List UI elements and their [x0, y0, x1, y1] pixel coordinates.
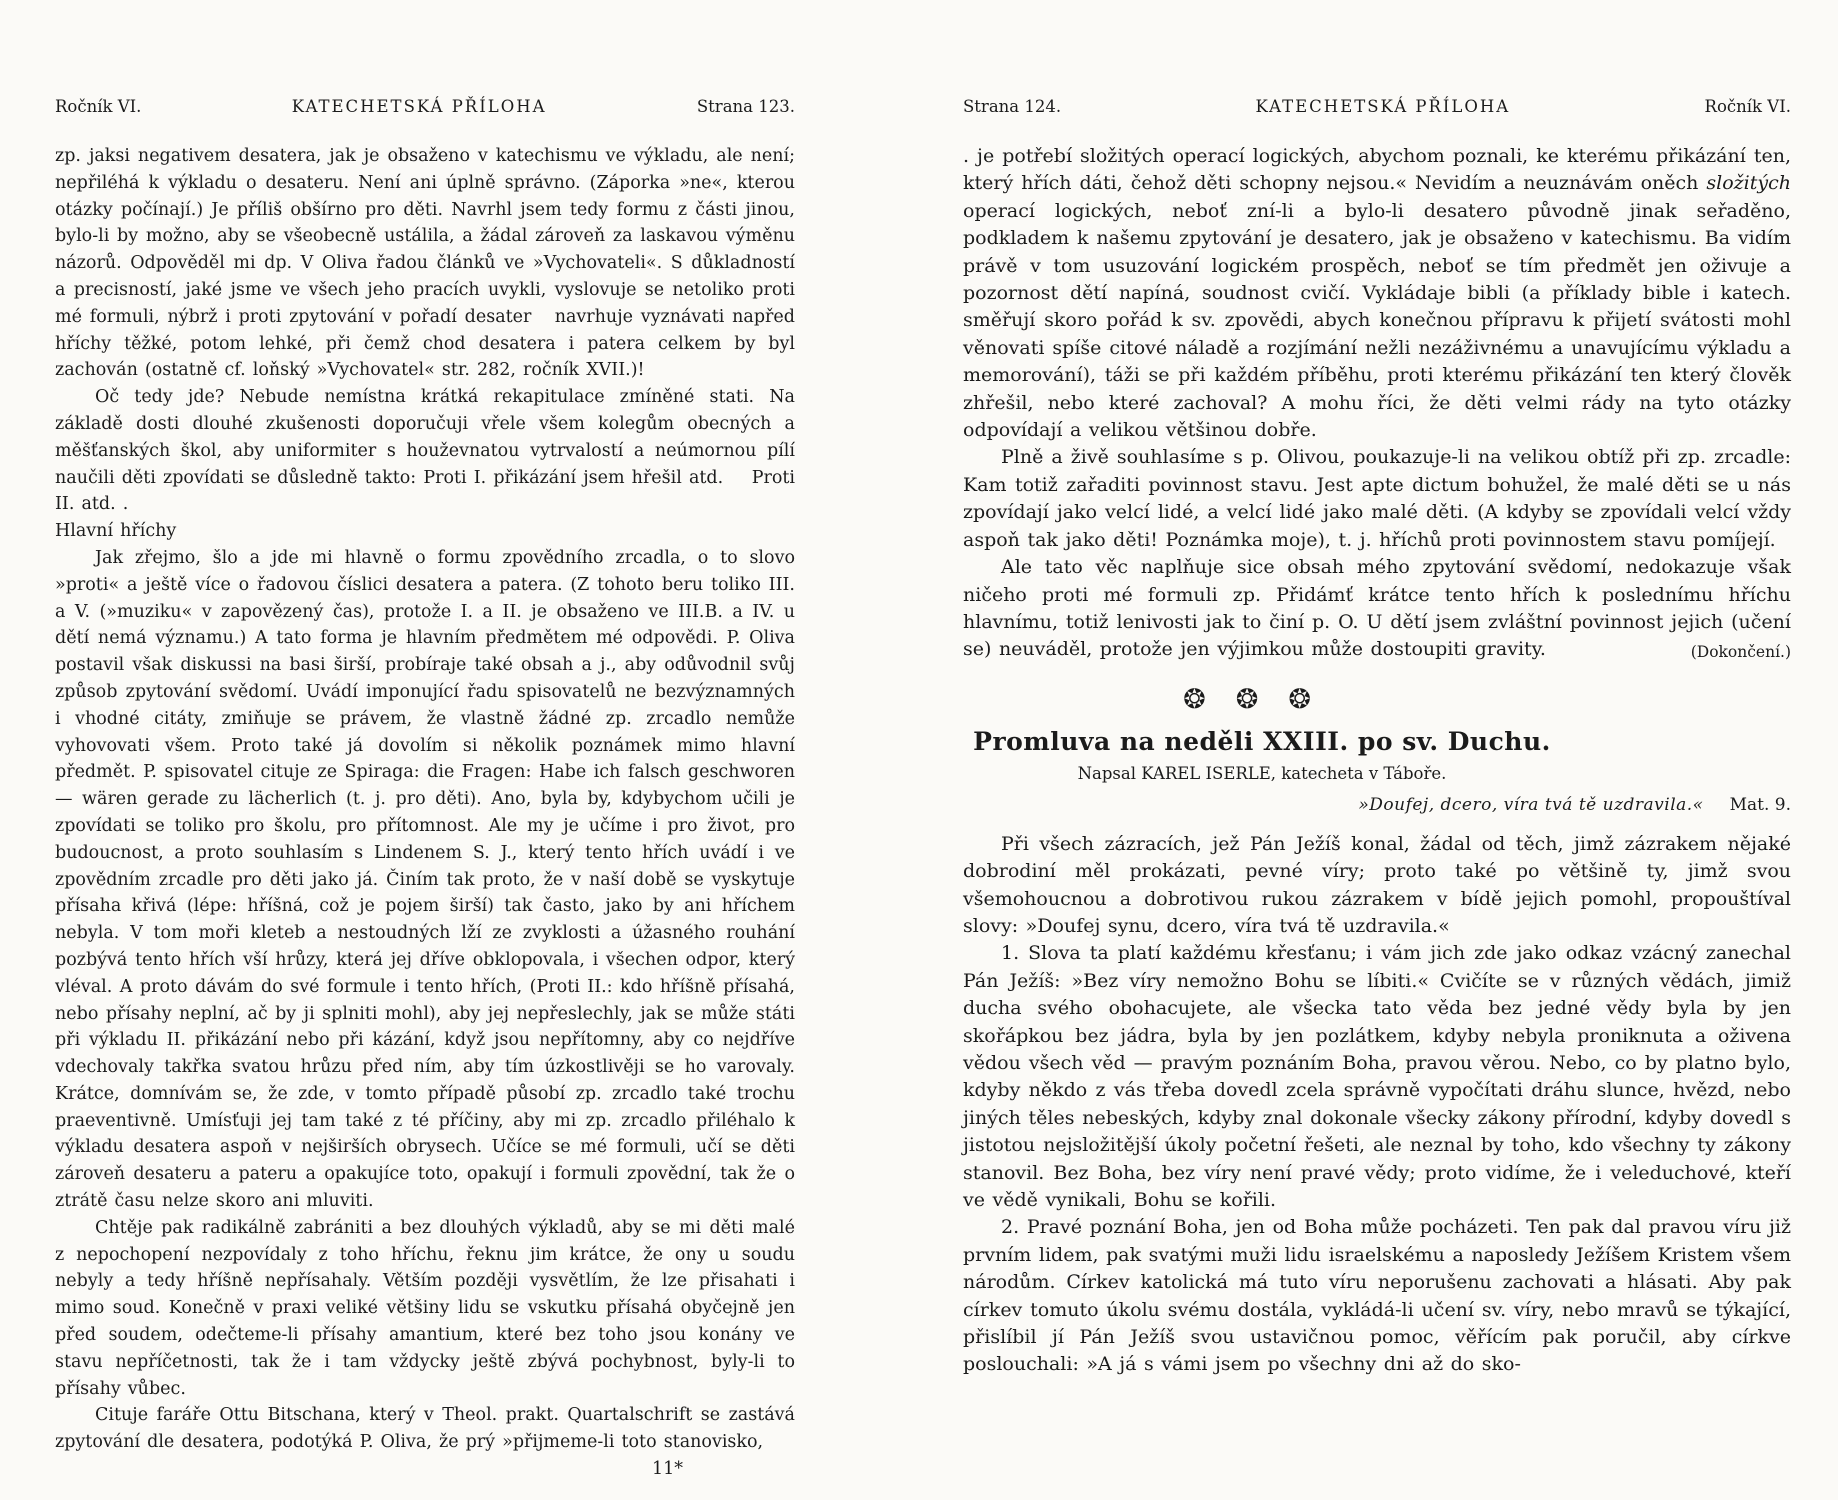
journal-title: KATECHETSKÁ PŘÍLOHA: [1255, 97, 1511, 116]
paragraph-text: operací logických, neboť zní-li a bylo-li desatero původně jinak seřaděno, podkladem k našemu zpytování je desatero, jak je obsaženo v katechismu. Ba vidím právě v tom usuzování logickém prospěch, neboť se tím předmět jen oživuje a pozornost dětí napíná, soudnost cvičí. Vykládaje bibli (a příklady bible i katech. směřují skoro pořád k sv. zpovědi, abych konečnou přípravu k přijetí svátosti mohl věnovati spíše citové náladě a rozjímání nežli nezáživnému a unavujícímu výkladu a memorování), táži se při každém příběhu, proti kterému přikázání ten který člověk zhřešil, nebo které zachoval? A mohu říci, že děti velmi rády na tyto otázky odpovídají a velikou většinou dobře.: [963, 199, 1791, 442]
paragraph: 2. Pravé poznání Boha, jen od Boha může pocházeti. Ten pak dal pravou víru již prvním lidem, pak svatými muži lidu israelskému a naposledy Ježíšem Kristem všem národům. Církev katolická má tuto víru neporušenu zachovati a hlásati. Aby pak církev tomuto úkolu svému dostála, vykládá-li učení sv. víry, nebo mravů se týkající, přislíbil jí Pán Ježíš svou ustavičnou pomoc, věřícím pak poručil, aby církve poslouchali: »A já s vámi jsem po všechny dni až do sko-: [963, 1216, 1791, 1376]
article-header: [848, 684, 1676, 783]
volume-label: Ročník VI.: [55, 97, 142, 116]
star-ornament-icon: ❂: [1183, 683, 1236, 715]
star-ornament-icon: ❂: [1235, 683, 1289, 715]
page-left: [55, 97, 795, 1483]
page-right: [963, 97, 1791, 1379]
continuation-note: (Dokončení.): [1690, 643, 1791, 662]
epigraph-source: Mat. 9.: [1729, 794, 1791, 815]
epigraph-quote: »Doufej, dcero, víra tvá tě uzdravila.«: [1358, 794, 1704, 815]
running-header-left: [55, 97, 795, 116]
article-epigraph: [963, 795, 1791, 815]
paragraph: [963, 554, 1791, 664]
running-header-right: [963, 97, 1791, 116]
article-byline: Napsal KAREL ISERLE, katecheta v Táboře.: [1077, 763, 1447, 783]
page-number: Strana 123.: [696, 97, 795, 116]
paragraph-text: Ale tato věc naplňuje sice obsah mého zpytování svědomí, nedokazuje však ničeho proti mé formuli zp. Přidámť krátce tento hřích k poslednímu hříchu hlavnímu, totiž lenivosti jak to činí p. O. U dětí jsem zvláštní povinnost jejich (učení se) neuváděl, protože jen výjimkou může dostoupiti gravity.: [963, 556, 1791, 661]
paragraph: Oč tedy jde? Nebude nemístna krátká rekapitulace zmíněné stati. Na základě dosti dlouhé zkušenosti doporučuji vřele všem kolegům obecných a měšťanských škol, aby uniformiter s houževnatou vytrvalostí a neúmornou pílí naučili děti zpovídati se důsledně takto: Proti I. přikázání jsem hřešil atd. Proti II. atd. .: [55, 387, 795, 515]
paragraph: Plně a živě souhlasíme s p. Olivou, poukazuje-li na velikou obtíž při zp. zrcadle: Kam totiž zařaditi povinnost stavu. Jest apte dictum bohužel, že malé děti se u nás zpovídají jako velcí lidé, a velcí lidé jako malé děti. (A kdyby se zpovídali velcí vždy aspoň tak jako děti! Poznámka moje), t. j. hříchů proti povinnostem stavu pomíjejí.: [963, 446, 1791, 551]
paragraph: Cituje faráře Ottu Bitschana, který v Theol. prakt. Quartalschrift se zastává zpytování dle desatera, podotýká P. Oliva, že prý »přijmeme-li toto stanovisko,: [55, 1405, 795, 1453]
paragraph: zp. jaksi negativem desatera, jak je obsaženo v katechismu ve výkladu, ale není; nepřiléhá k výkladu o desateru. Není ani úplně správno. (Záporka »ne«, kterou otázky počínají.) Je příliš obšírno pro děti. Navrhl jsem tedy formu z části jinou, bylo-li by možno, aby se všeobecně ustálila, a žádal zároveň za laskavou výměnu názorů. Odpověděl mi dp. V Oliva řadou článků ve »Vychovateli«. S důkladností a precisností, jaké jsme ve všech jeho pracích uvykli, vyslovuje se netoliko proti mé formuli, nýbrž i proti zpytování v pořadí desater navrhuje vyznávati napřed hříchy těžké, potom lehké, při čemž chod desatera i patera celkem by byl zachován (ostatně cf. loňský »Vychovatel« str. 282, ročník XVII.)!: [55, 146, 795, 381]
page-number: Strana 124.: [963, 97, 1062, 116]
paragraph: 1. Slova ta platí každému křesťanu; i vám jich zde jako odkaz vzácný zanechal Pán Ježíš: »Bez víry nemožno Bohu se líbiti.« Cvičíte se v různých vědách, jimiž ducha svého obohacujete, ale všecka tato věda bez jedné vědy byla by jen skořápkou bez jádra, byla by jen pozlátkem, kdyby nebyla proniknuta a oživena vědou všech věd — pravým poznáním Boha, pravou věrou. Nebo, co by platno bylo, kdyby někdo z vás třeba dovedl zcela správně vypočítati dráhu slunce, hvězd, nebo jiných těles nebeských, kdyby znal dokonale všecky zákony přírodní, kdyby dovedl s jistotou nejsložitější úkoly početní řešeti, ale neznal by toho, kdo všechny ty zákony stanovil. Bez Boha, bez víry není pravé vědy; proto vidíme, že i veleduchové, kteří ve vědě vynikali, Bohu se kořili.: [963, 942, 1791, 1211]
paragraph: Hlavní hříchy: [55, 521, 177, 542]
section-divider: [848, 684, 1676, 715]
journal-title: KATECHETSKÁ PŘÍLOHA: [291, 97, 547, 116]
paragraph: Chtěje pak radikálně zabrániti a bez dlouhých výkladů, aby se mi děti malé z nepochopení nezpovídaly z toho hříchu, řeknu jim krátce, že ony u soudu nebyly a tedy hříšně nepřísahaly. Větším později vysvětlím, že lze přisahati i mimo soud. Konečně v praxi veliké většiny lidu se vskutku přísahá obyčejně jen před soudem, odečteme-li přísahy amantium, které bez toho jsou konány ve stavu nepříčetnosti, tak že i tam vždycky ještě zbývá pochybnost, byly-li to přísahy vůbec.: [55, 1217, 795, 1399]
signature-mark: 11*: [652, 1459, 684, 1480]
paragraph: Jak zřejmo, šlo a jde mi hlavně o formu zpovědního zrcadla, o to slovo »proti« a ještě více o řadovou číslici desatera a patera. (Z tohoto beru toliko III. a V. (»muziku« v zapovězený čas), protože I. a II. je obsaženo ve III.B. a IV. u dětí nemá významu.) A tato forma je hlavním předmětem mé odpovědi. P. Oliva postavil však diskussi na basi širší, probíraje také obsah a j., aby odůvodnil svůj způsob zpytování svědomí. Uvádí imponující řadu spisovatelů ne bezvýznamných i vhodné citáty, zmiňuje se právem, že vlastně žádné zp. zrcadlo nemůže vyhovovati všem. Proto také já dovolím si několik poznámek mimo hlavní předmět. P. spisovatel cituje ze Spiraga: die Fragen: Habe ich falsch geschworen — wären gerade zu lächerlich (t. j. pro děti). Ano, byla by, kdybychom učili je zpovídati se toliko pro školu, pro přítomnost. Ale my je učíme i pro život, pro budoucnost, a proto souhlasím s Lindenem S. J., který tento hřích uvádí i ve zpovědním zrcadle pro děti jako já. Činím tak proto, že v naší době se vyskytuje přísaha křivá (lépe: hříšná, což je pojem širší) tak často, jako by ani hříchem nebyla. V tom moři kleteb a nestoudných lží ze zvyklosti a úžasného rouhání pozbývá tento hřích vší hrůzy, která jej dříve obklopovala, i všechen odpor, který vléval. A proto dávám do své formule i tento hřích, (Proti II.: kdo hříšně přísahá, nebo přísahy neplní, ač by ji splniti mohl), aby jej nepřeslechly, jak se může státi při výkladu II. přikázání nebo při kázání, když jsou nepřítomny, aby co nejdříve vdechovaly takřka svatou hrůzu před ním, aby tím úzkostlivěji se ho varovaly. Krátce, domnívám se, že zde, v tomto případě působí zp. zrcadlo také trochu praeventivně. Umísťuji jej tam také z té příčiny, aby mi zp. zrcadlo přiléhalo k výkladu desatera aspoň v nejširších obrysech. Učíce se mé formuli, učí se děti zároveň desateru a pateru a opakujíce toto, opakují i formuli zpovědní, tak že o ztrátě času nelze skoro ani mluviti.: [55, 547, 795, 1212]
star-ornament-icon: ❂: [1288, 683, 1341, 715]
paragraph: Při všech zázracích, jež Pán Ježíš konal, žádal od těch, jimž zázrakem nějaké dobrodiní měl prokázati, pevné víry; proto také po většině ty, jimž svou všemohoucnou a dobrotivou rukou zázrakem v bídě jejich pomohl, propouštíval slovy: »Doufej synu, dcero, víra tvá tě uzdravila.«: [963, 832, 1791, 937]
volume-label: Ročník VI.: [1704, 97, 1791, 116]
paragraph: [963, 143, 1791, 444]
emphasized-word: složitých: [1706, 172, 1791, 195]
paragraph-text: . je potřebí složitých operací logických, abychom poznali, ke kterému přikázání ten, který hřích dáti, čehož děti schopny nejsou.« Nevidím a neuznávám oněch: [963, 145, 1791, 195]
article-title: Promluva na neděli XXIII. po sv. Duchu.: [973, 726, 1551, 756]
